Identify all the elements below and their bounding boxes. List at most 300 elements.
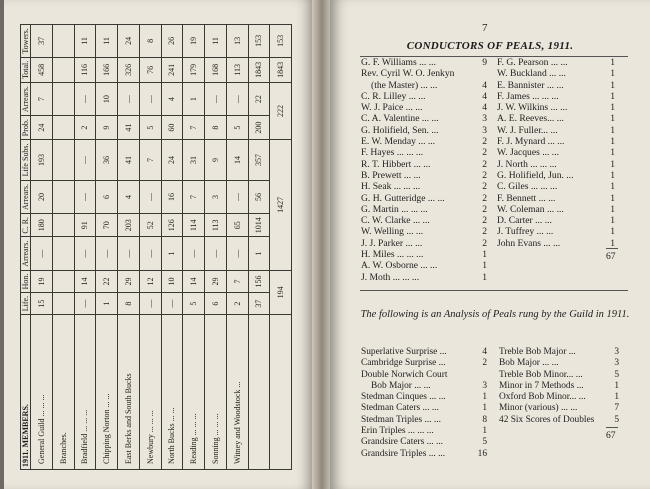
item-count: 1 (610, 215, 615, 227)
table-cell: 15 (31, 293, 53, 315)
item-count: 3 (482, 124, 487, 136)
item-name: W. J. Fuller... ... (497, 124, 558, 136)
item-name: Double Norwich Court (361, 369, 448, 380)
table-cell: — (96, 237, 118, 270)
table-cell: 24 (31, 116, 53, 140)
item-name: F. Hayes ... ... ... (361, 147, 424, 159)
table-row (183, 25, 205, 470)
table-cell: 41 (118, 116, 140, 140)
item-name: W. Jacques ... ... (497, 147, 559, 159)
list-item (497, 102, 617, 113)
table-cell: — (139, 293, 161, 315)
item-name: H. Seak ... ... ... (361, 181, 421, 193)
list-item (497, 91, 617, 102)
list-item (499, 392, 619, 403)
list-item (361, 57, 491, 68)
members-table-rotated (20, 24, 292, 470)
subtotal-cell: 1427 (270, 140, 292, 271)
table-cell: 11 (205, 25, 227, 58)
table-cell (52, 237, 74, 270)
table-cell: 29 (118, 270, 140, 292)
table-cell: 41 (118, 140, 140, 181)
item-name: F. J. Mynard ... ... (497, 136, 565, 148)
table-row (31, 25, 53, 470)
item-name: J. Tuffrey ... ... (497, 226, 554, 238)
right-page (330, 0, 650, 489)
list-item (361, 147, 491, 158)
conductors-left-column (361, 57, 491, 283)
table-cell: — (226, 237, 248, 270)
analysis-title: The following is an Analysis of Peals rung by the Guild in 1911. (360, 309, 630, 320)
table-row-totals (248, 25, 270, 470)
row-label: East Berks and South Bucks (118, 315, 140, 470)
conductors-total-rule (606, 248, 618, 249)
table-cell: 6 (96, 180, 118, 213)
table-row (139, 25, 161, 470)
item-name: Treble Bob Major ... (499, 347, 576, 357)
table-cell: 29 (205, 270, 227, 292)
list-item (497, 125, 617, 136)
item-name: Superlative Surprise ... (361, 347, 447, 357)
item-name: E. W. Menday ... ... (361, 136, 436, 148)
table-cell: 5 (139, 116, 161, 140)
item-name: J. W. Wilkins ... ... (497, 102, 568, 114)
table-cell: 2 (74, 116, 96, 140)
row-label: Reading ... ... ... (183, 315, 205, 470)
table-cell: 70 (96, 214, 118, 237)
table-cell: 10 (161, 270, 183, 292)
table-cell: — (139, 180, 161, 213)
list-item (361, 80, 491, 91)
table-row-subtotals (270, 25, 292, 470)
table-cell: 8 (139, 25, 161, 58)
list-item (361, 358, 491, 369)
item-name: C. R. Lilley ... ... (361, 90, 426, 102)
table-row (118, 25, 140, 470)
table-cell: 241 (161, 57, 183, 82)
table-cell: 20 (31, 180, 53, 213)
item-count: 1 (610, 237, 615, 249)
table-cell: 5 (226, 116, 248, 140)
list-item (497, 181, 617, 192)
table-cell: 6 (205, 293, 227, 315)
item-name: Erin Triples ... ... ... (361, 426, 434, 437)
table-cell: 153 (248, 25, 270, 58)
table-cell: 4 (161, 82, 183, 115)
item-count: 3 (482, 380, 487, 391)
table-cell: 5 (183, 293, 205, 315)
list-item (497, 193, 617, 204)
table-cell (52, 140, 74, 181)
table-cell (52, 214, 74, 237)
list-item (497, 204, 617, 215)
item-name: Minor in 7 Methods ... (499, 380, 584, 391)
table-cell: 22 (248, 82, 270, 115)
list-item (361, 403, 491, 414)
list-item (361, 415, 491, 426)
column-header: Hon. (21, 270, 31, 292)
item-count: 1 (610, 124, 615, 136)
item-name: (the Master) ... ... (371, 79, 438, 91)
table-cell: 179 (183, 57, 205, 82)
column-header: Arrears. (21, 237, 31, 270)
list-item (361, 449, 491, 460)
table-cell (52, 25, 74, 58)
table-cell: — (205, 82, 227, 115)
table-cell (52, 270, 74, 292)
item-count: 1 (482, 403, 487, 414)
item-name: G. Martin ... ... ... (361, 203, 428, 215)
item-count: 4 (482, 102, 487, 114)
item-count: 1 (610, 226, 615, 238)
table-cell: 60 (161, 116, 183, 140)
item-name: G. H. Gutteridge ... ... (361, 192, 445, 204)
table-row (161, 25, 183, 470)
list-item (361, 91, 491, 102)
table-cell: 2 (226, 293, 248, 315)
table-cell: 116 (74, 57, 96, 82)
table-cell: — (226, 180, 248, 213)
table-cell: — (74, 140, 96, 181)
list-item (497, 226, 617, 237)
table-cell: — (118, 237, 140, 270)
table-cell (52, 116, 74, 140)
table-cell: 24 (118, 25, 140, 58)
list-item (497, 57, 617, 68)
list-item (361, 238, 491, 249)
column-header: Arrears. (21, 82, 31, 115)
page-number: 7 (482, 22, 488, 34)
table-cell: 19 (183, 25, 205, 58)
item-name: R. T. Hibbert ... ... (361, 158, 431, 170)
item-count: 2 (482, 169, 487, 181)
row-label: Witney and Woodstock ... (226, 315, 248, 470)
item-count: 3 (614, 358, 619, 369)
item-name: Grandsire Caters ... ... (361, 437, 444, 448)
list-item (499, 347, 619, 358)
item-name: J. J. Parker ... ... (361, 237, 423, 249)
column-header: Towers. (21, 25, 31, 58)
item-count: 2 (482, 237, 487, 249)
table-cell: 1 (96, 293, 118, 315)
list-item (361, 159, 491, 170)
table-cell: 113 (205, 214, 227, 237)
list-item (361, 102, 491, 113)
item-name: G. Holifield, Sen. ... (361, 124, 439, 136)
item-count: 2 (482, 226, 487, 238)
item-name: H. Miles ... ... ... (361, 249, 424, 261)
table-cell: — (205, 237, 227, 270)
list-item (361, 125, 491, 136)
table-cell: 156 (248, 270, 270, 292)
list-item (497, 170, 617, 181)
item-name: 42 Six Scores of Doubles (499, 414, 595, 425)
table-cell: 114 (183, 214, 205, 237)
table-row (96, 25, 118, 470)
item-count: 1 (610, 102, 615, 114)
item-count: 4 (482, 347, 487, 357)
row-label (270, 315, 292, 470)
table-cell: — (74, 82, 96, 115)
item-count: 1 (610, 203, 615, 215)
item-name: F. G. Pearson ... ... (497, 57, 568, 68)
row-label: Branches. (52, 315, 74, 470)
item-count: 5 (482, 437, 487, 448)
item-name: Rev. Cyril W. O. Jenkyn (361, 68, 455, 80)
table-cell: 14 (226, 140, 248, 181)
item-count: 4 (482, 90, 487, 102)
list-item (497, 113, 617, 124)
item-name: D. Carter ... ... (497, 215, 552, 227)
analysis-total: 67 (606, 430, 616, 441)
table-row (74, 25, 96, 470)
table-cell: 168 (205, 57, 227, 82)
table-cell: 7 (183, 116, 205, 140)
subtotal-cell: 194 (270, 270, 292, 314)
row-label: Bradfield ... ... ... (74, 315, 96, 470)
list-item (361, 226, 491, 237)
item-count: 2 (482, 147, 487, 159)
table-cell: 7 (139, 140, 161, 181)
table-cell: 16 (161, 180, 183, 213)
table-cell (52, 293, 74, 315)
item-name: Cambridge Surprise ... (361, 358, 446, 369)
list-item (361, 68, 491, 79)
left-page (4, 0, 314, 489)
list-item (497, 80, 617, 91)
table-cell: 14 (74, 270, 96, 292)
list-item (361, 392, 491, 403)
table-title: 1911. MEMBERS. (21, 315, 31, 470)
list-item (361, 437, 491, 448)
table-cell: 1 (183, 82, 205, 115)
item-count: 8 (482, 414, 487, 425)
table-cell: 13 (226, 25, 248, 58)
table-cell: 24 (161, 140, 183, 181)
table-cell: 12 (139, 270, 161, 292)
item-count: 1 (610, 192, 615, 204)
table-cell: 8 (118, 293, 140, 315)
item-name: A. E. Reeves... ... (497, 113, 564, 125)
table-cell: 37 (248, 293, 270, 315)
conductors-total: 67 (606, 251, 616, 262)
list-item (499, 370, 619, 381)
table-cell: 26 (161, 25, 183, 58)
item-name: J. North ... ... ... (497, 158, 557, 170)
item-name: F. James ... ... ... (497, 90, 559, 102)
list-item (499, 403, 619, 414)
list-item (361, 181, 491, 192)
table-cell: — (161, 293, 183, 315)
item-count: 1 (610, 90, 615, 102)
list-item (361, 113, 491, 124)
table-cell: 200 (248, 116, 270, 140)
table-cell: — (31, 237, 53, 270)
table-cell: 1014 (248, 214, 270, 237)
item-count: 1 (610, 136, 615, 148)
table-cell: 113 (226, 57, 248, 82)
table-cell: 1 (248, 237, 270, 270)
table-row (205, 25, 227, 470)
item-name: Stedman Cinques ... ... (361, 392, 446, 403)
item-name: Bob Major ... ... (499, 358, 559, 369)
table-cell: 9 (205, 140, 227, 181)
table-cell: 203 (118, 214, 140, 237)
table-cell: 31 (183, 140, 205, 181)
table-cell: 166 (96, 57, 118, 82)
item-name: B. Prewett ... ... (361, 169, 421, 181)
table-cell: — (74, 180, 96, 213)
item-name: Bob Major ... ... (371, 380, 431, 391)
table-cell: 126 (161, 214, 183, 237)
table-cell: — (183, 237, 205, 270)
table-cell: 8 (205, 116, 227, 140)
list-item (497, 147, 617, 158)
item-count: 1 (614, 380, 619, 391)
item-count: 1 (482, 271, 487, 283)
item-count: 2 (482, 181, 487, 193)
table-cell: 7 (226, 270, 248, 292)
table-cell: 37 (31, 25, 53, 58)
item-name: Stedman Triples ... ... (361, 414, 441, 425)
item-count: 1 (482, 426, 487, 437)
conductors-title: CONDUCTORS OF PEALS, 1911. (406, 40, 574, 52)
item-count: 2 (482, 136, 487, 148)
analysis-total-rule (606, 427, 618, 428)
table-cell: — (74, 293, 96, 315)
row-label: Newbury ... ... ... (139, 315, 161, 470)
table-cell: 19 (31, 270, 53, 292)
item-count: 2 (482, 192, 487, 204)
item-name: G. F. Williams ... ... (361, 57, 436, 68)
table-cell: 7 (183, 180, 205, 213)
table-cell: 65 (226, 214, 248, 237)
table-cell: 1 (161, 237, 183, 270)
table-cell: 22 (96, 270, 118, 292)
table-cell: 3 (205, 180, 227, 213)
list-item (361, 249, 491, 260)
table-cell: — (74, 237, 96, 270)
members-table-wrapper (20, 24, 292, 470)
table-cell: 52 (139, 214, 161, 237)
analysis-right-column (499, 347, 619, 426)
item-count: 3 (482, 113, 487, 125)
table-cell: 14 (183, 270, 205, 292)
book-gutter (312, 0, 332, 489)
item-count: 7 (614, 403, 619, 414)
item-name: C. Giles ... ... ... (497, 181, 558, 193)
list-item (361, 381, 491, 392)
item-count: 1 (614, 392, 619, 403)
table-cell: 326 (118, 57, 140, 82)
item-name: W. Coleman ... ... (497, 203, 564, 215)
list-item (361, 347, 491, 358)
list-item (361, 370, 491, 381)
list-item (497, 238, 617, 249)
table-header-row (21, 25, 31, 470)
table-cell (52, 82, 74, 115)
item-name: C. A. Valentine ... ... (361, 113, 439, 125)
table-row (226, 25, 248, 470)
item-name: E. Bannister ... ... (497, 79, 564, 91)
list-item (497, 215, 617, 226)
list-item (361, 272, 491, 283)
table-cell: 9 (96, 116, 118, 140)
table-cell: 7 (31, 82, 53, 115)
item-name: A. W. Osborne ... ... (361, 260, 438, 272)
item-count: 1 (610, 181, 615, 193)
list-item (497, 159, 617, 170)
section-divider (360, 290, 628, 291)
item-count: 2 (482, 358, 487, 369)
item-count: 9 (482, 57, 487, 68)
item-name: C. W. Clarke ... ... (361, 215, 430, 227)
table-row-branches-label (52, 25, 74, 470)
table-cell: 1843 (248, 57, 270, 82)
table-cell (52, 57, 74, 82)
item-count: 1 (610, 68, 615, 80)
table-cell: 11 (96, 25, 118, 58)
row-label: North Bucks ... ... (161, 315, 183, 470)
item-name: W. J. Paice ... ... (361, 102, 423, 114)
row-label: Chipping Norton ... ... (96, 315, 118, 470)
table-cell: — (139, 237, 161, 270)
item-count: 1 (610, 158, 615, 170)
column-header: Arrears. (21, 180, 31, 213)
list-item (361, 215, 491, 226)
item-name: F. Bennett ... ... (497, 192, 556, 204)
list-item (361, 170, 491, 181)
table-cell: 76 (139, 57, 161, 82)
list-item (361, 204, 491, 215)
table-cell: 36 (96, 140, 118, 181)
list-item (361, 193, 491, 204)
table-cell: — (118, 82, 140, 115)
item-count: 1 (610, 57, 615, 68)
column-header: C. R. (21, 214, 31, 237)
table-cell: 180 (31, 214, 53, 237)
item-count: 1 (482, 392, 487, 403)
table-cell: 458 (31, 57, 53, 82)
item-count: 1 (482, 249, 487, 261)
table-cell: — (226, 82, 248, 115)
item-count: 4 (482, 79, 487, 91)
conductors-right-column (497, 57, 617, 249)
item-name: Grandsire Triples ... ... (361, 448, 446, 459)
item-name: Stedman Caters ... ... (361, 403, 439, 414)
item-count: 2 (482, 158, 487, 170)
item-name: W. Buckland ... ... (497, 68, 566, 80)
list-item (361, 426, 491, 437)
list-item (499, 415, 619, 426)
table-cell: — (139, 82, 161, 115)
item-count: 1 (610, 113, 615, 125)
table-cell: 357 (248, 140, 270, 181)
list-item (497, 68, 617, 79)
item-count: 1 (610, 169, 615, 181)
item-count: 1 (610, 79, 615, 91)
table-cell: 56 (248, 180, 270, 213)
subtotal-cell: 222 (270, 82, 292, 139)
item-name: J. Moth ... ... ... (361, 271, 420, 283)
table-cell: 91 (74, 214, 96, 237)
subtotal-cell: 1843 (270, 57, 292, 82)
item-name: Treble Bob Minor... ... (499, 369, 583, 380)
list-item (361, 260, 491, 271)
item-name: John Evans ... ... (497, 237, 561, 249)
column-header: Total. (21, 57, 31, 82)
list-item (361, 136, 491, 147)
